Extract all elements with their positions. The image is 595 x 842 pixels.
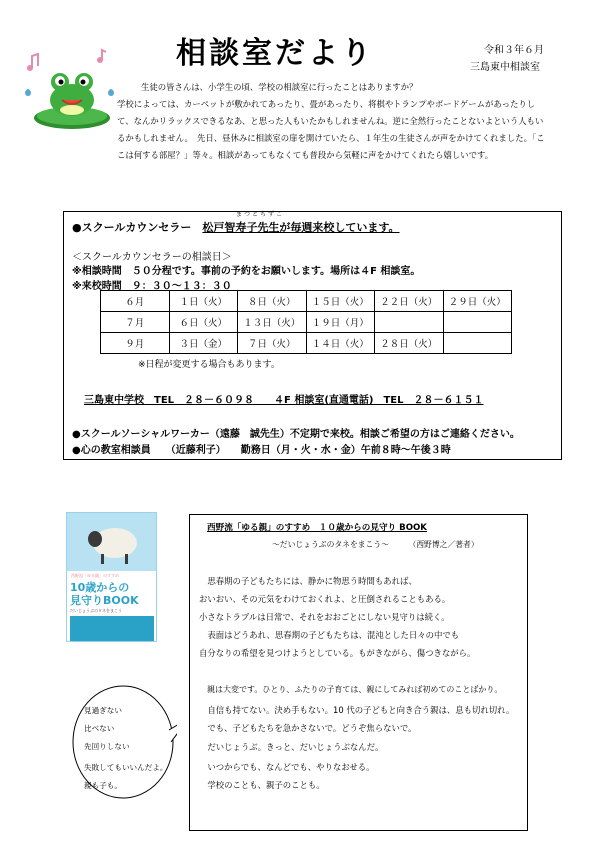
intro-text xyxy=(117,79,547,164)
table-row xyxy=(101,291,512,312)
book-text-line: いつからでも、なんどでも、やりなおせる。 xyxy=(199,762,375,772)
table-cell: ３日（金） xyxy=(169,333,238,354)
bubble-line: 比べない xyxy=(84,724,115,733)
book-text-line: 自分なりの希望を見つけようとしている。もがきながら、傷つきながら。 xyxy=(199,648,476,658)
frog-illustration xyxy=(20,48,120,138)
table-cell: １９日（月） xyxy=(306,312,375,333)
book-text-line: 表面はどうあれ、思春期の子どもたちは、混沌とした日々の中でも xyxy=(199,630,460,640)
schedule-note: ※日程が変更する場合もあります。 xyxy=(138,360,280,370)
organization-name: 三島東中相談室 xyxy=(470,62,540,73)
consultation-days-heading: ＜スクールカウンセラーの相談日＞ xyxy=(72,252,232,263)
table-row xyxy=(101,333,512,354)
intro-paragraph: 学校によっては、カーペットが敷かれてあったり、畳があったり、将棋やトランプやボードゲームがあったりして、なんかリラックスできるなあ、と思った人もいたかもしれませんね。逆に全然行ったことないよという人もいるかもしれません。 先日、昼休みに相談室の扉を開けていたら、１年生の生徒さんが声をかけてくれました。「ここは何する部屋？」等々。相談があってもなくても普段から気軽に声をかけてくれたら嬉しいです。 xyxy=(117,99,545,160)
visit-time: ※来校時間 ９：３０～１３：３０ xyxy=(72,281,232,292)
book-text-line: 学校のことも、親子のことも。 xyxy=(199,780,325,790)
issue-date: 令和３年６月 xyxy=(484,45,544,56)
table-cell: ７月 xyxy=(101,312,170,333)
table-cell xyxy=(375,312,444,333)
table-cell: ２９日（火） xyxy=(443,291,512,312)
book-text-line: 思春期の子どもたちには、静かに物思う時間もあれば、 xyxy=(199,576,417,586)
book-text-line: 親は大変です。ひとり、ふたりの子育ては、親にしてみれば初めてのことばかり。 xyxy=(199,685,503,694)
table-cell: ６日（火） xyxy=(169,312,238,333)
table-cell: １５日（火） xyxy=(306,291,375,312)
bubble-line: 見過ぎない xyxy=(84,706,122,715)
book-text-line: 小さなトラブルは日常で、それをおおごとにしない見守りは続く。 xyxy=(199,612,450,622)
book-text-line: だいじょうぶ。きっと、だいじょうぶなんだ。 xyxy=(199,742,384,752)
table-cell: ７日（火） xyxy=(238,333,307,354)
book-title: 西野流「ゆる親」のすすめ １０歳からの見守り BOOK xyxy=(207,523,427,533)
table-cell: １３日（火） xyxy=(238,312,307,333)
sheep-icon xyxy=(85,521,141,567)
schedule-table xyxy=(100,290,512,354)
book-subtitle: ～だいじょうぶのタネをまこう～ （西野博之／著者） xyxy=(272,540,479,549)
table-cell xyxy=(443,333,512,354)
intro-paragraph: 生徒の皆さんは、小学生の頃、学校の相談室に行ったことはありますか？ xyxy=(141,82,418,92)
counselor-heading: ●スクールカウンセラー xyxy=(72,221,203,234)
page-title: 相談室だより xyxy=(176,36,374,71)
table-cell xyxy=(443,312,512,333)
table-cell: ９月 xyxy=(101,333,170,354)
social-worker-info: ●スクールソーシャルワーカー（遠藤 誠先生）不定期で来校。相談ご希望の方はご連絡ください。 xyxy=(72,429,520,440)
cover-series: 西野流「ゆる親」のすすめ xyxy=(71,573,120,578)
cover-band xyxy=(70,616,154,641)
consultation-time: ※相談時間 ５０分程です。事前の予約をお願いします。場所は４F 相談室。 xyxy=(72,266,421,277)
table-cell: ８日（火） xyxy=(238,291,307,312)
counselor-name: 松戸智寿子先生が毎週来校しています。 xyxy=(202,221,400,234)
cover-title-1: 10歳からの xyxy=(70,581,130,594)
counselor-heading-line xyxy=(72,219,400,235)
table-cell: １４日（火） xyxy=(306,333,375,354)
table-cell: １日（火） xyxy=(169,291,238,312)
table-row xyxy=(101,312,512,333)
name-ruby: まつとちずこ xyxy=(236,211,285,218)
cover-tagline: だいじょうぶのタネをまこう xyxy=(70,608,122,613)
table-cell: ２２日（火） xyxy=(375,291,444,312)
book-text-line: おいおい、その元気をわけておくれよ、と圧倒されることもある。 xyxy=(199,594,451,604)
book-text-line: でも、子どもたちを急かさないで。どうぞ焦らないで。 xyxy=(199,723,417,733)
table-cell: ２８日（火） xyxy=(375,333,444,354)
cover-title-2: 見守りBOOK xyxy=(70,594,139,607)
book-cover-image xyxy=(66,512,157,642)
phone-info: 三島東中学校 TEL ２８－６０９８ ４F 相談室(直通電話) TEL ２８－６１５１ xyxy=(84,395,484,406)
table-cell: ６月 xyxy=(101,291,170,312)
bubble-line: 失敗してもいいんだよ。親も子も。 xyxy=(84,763,168,790)
counselor-staff-info: ●心の教室相談員 （近藤利子） 勤務日（月・火・水・金）午前８時～午後３時 xyxy=(72,445,451,456)
book-text-line: 自信も持てない。決め手もない。10 代の子どもと向き合う親は、息も切れ切れ。 xyxy=(199,705,515,715)
bubble-line: 先回りしない xyxy=(84,742,130,751)
